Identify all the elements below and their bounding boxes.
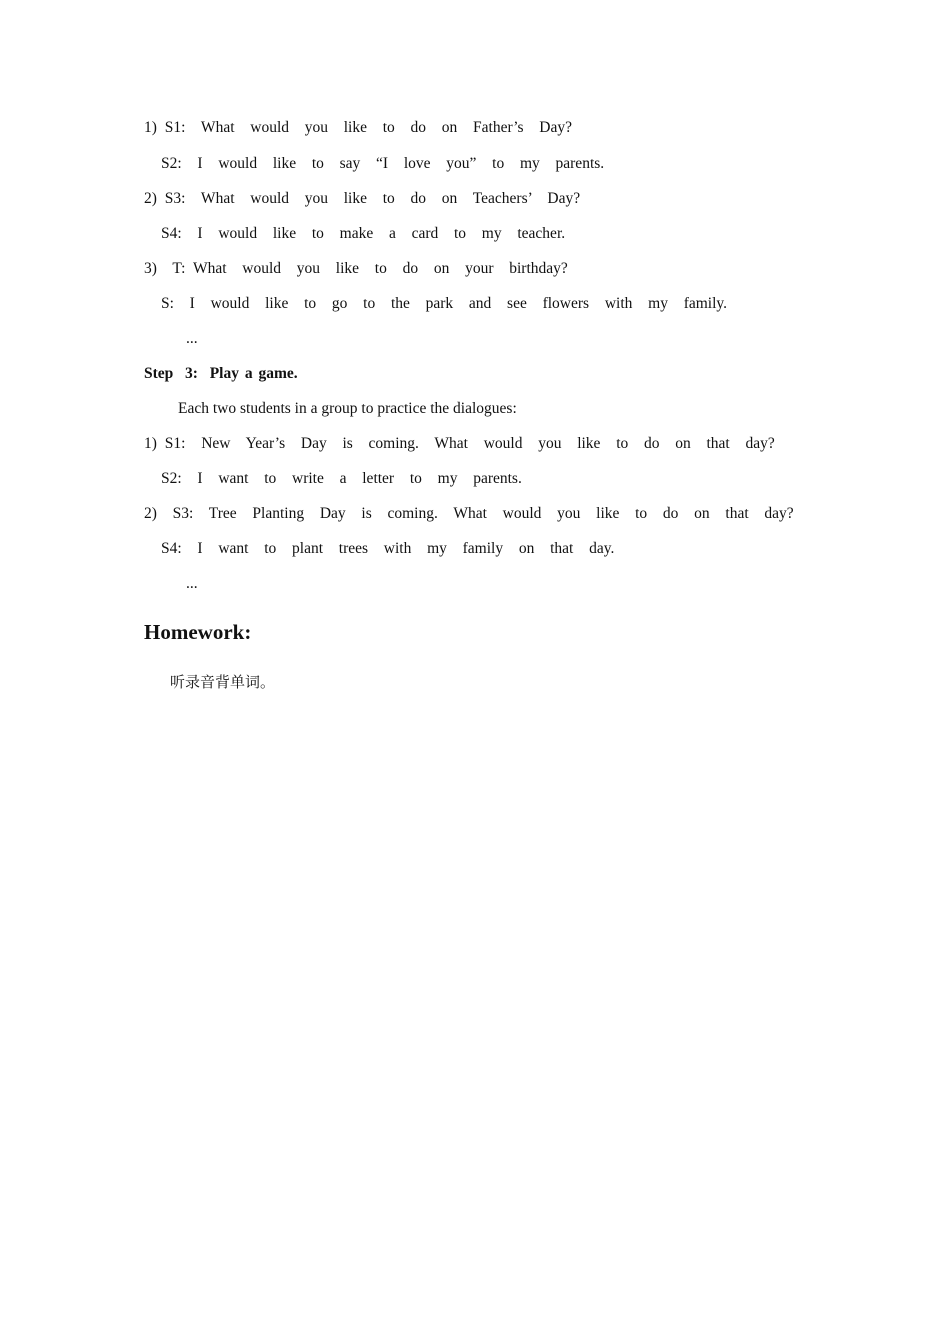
- ellipsis-1: ...: [186, 330, 198, 347]
- step-3-dialogue-1-answer: S2: I want to write a letter to my parents.: [161, 470, 522, 487]
- ellipsis-2: ...: [186, 575, 198, 592]
- dialogue-1-question: 1) S1: What would you like to do on Father’s Day?: [144, 119, 573, 136]
- step-3-dialogue-2-answer: S4: I want to plant trees with my family on that day.: [161, 540, 615, 557]
- homework-task: 听录音背单词。: [170, 673, 276, 691]
- step-3-dialogue-2-question: 2) S3: Tree Planting Day is coming. What would you like to do on that day?: [144, 505, 794, 522]
- dialogue-1-answer: S2: I would like to say “I love you” to my parents.: [161, 155, 605, 172]
- step-3-instruction: Each two students in a group to practice the dialogues:: [178, 400, 517, 417]
- step-3-dialogue-1-question: 1) S1: New Year’s Day is coming. What would you like to do on that day?: [144, 435, 775, 452]
- dialogue-2-question: 2) S3: What would you like to do on Teachers’ Day?: [144, 190, 581, 207]
- dialogue-2-answer: S4: I would like to make a card to my teacher.: [161, 225, 566, 242]
- dialogue-3-question: 3) T: What would you like to do on your birthday?: [144, 260, 568, 277]
- dialogue-3-answer: S: I would like to go to the park and see flowers with my family.: [161, 295, 728, 312]
- homework-heading: Homework:: [144, 620, 252, 644]
- step-3-heading: Step 3: Play a game.: [144, 365, 298, 382]
